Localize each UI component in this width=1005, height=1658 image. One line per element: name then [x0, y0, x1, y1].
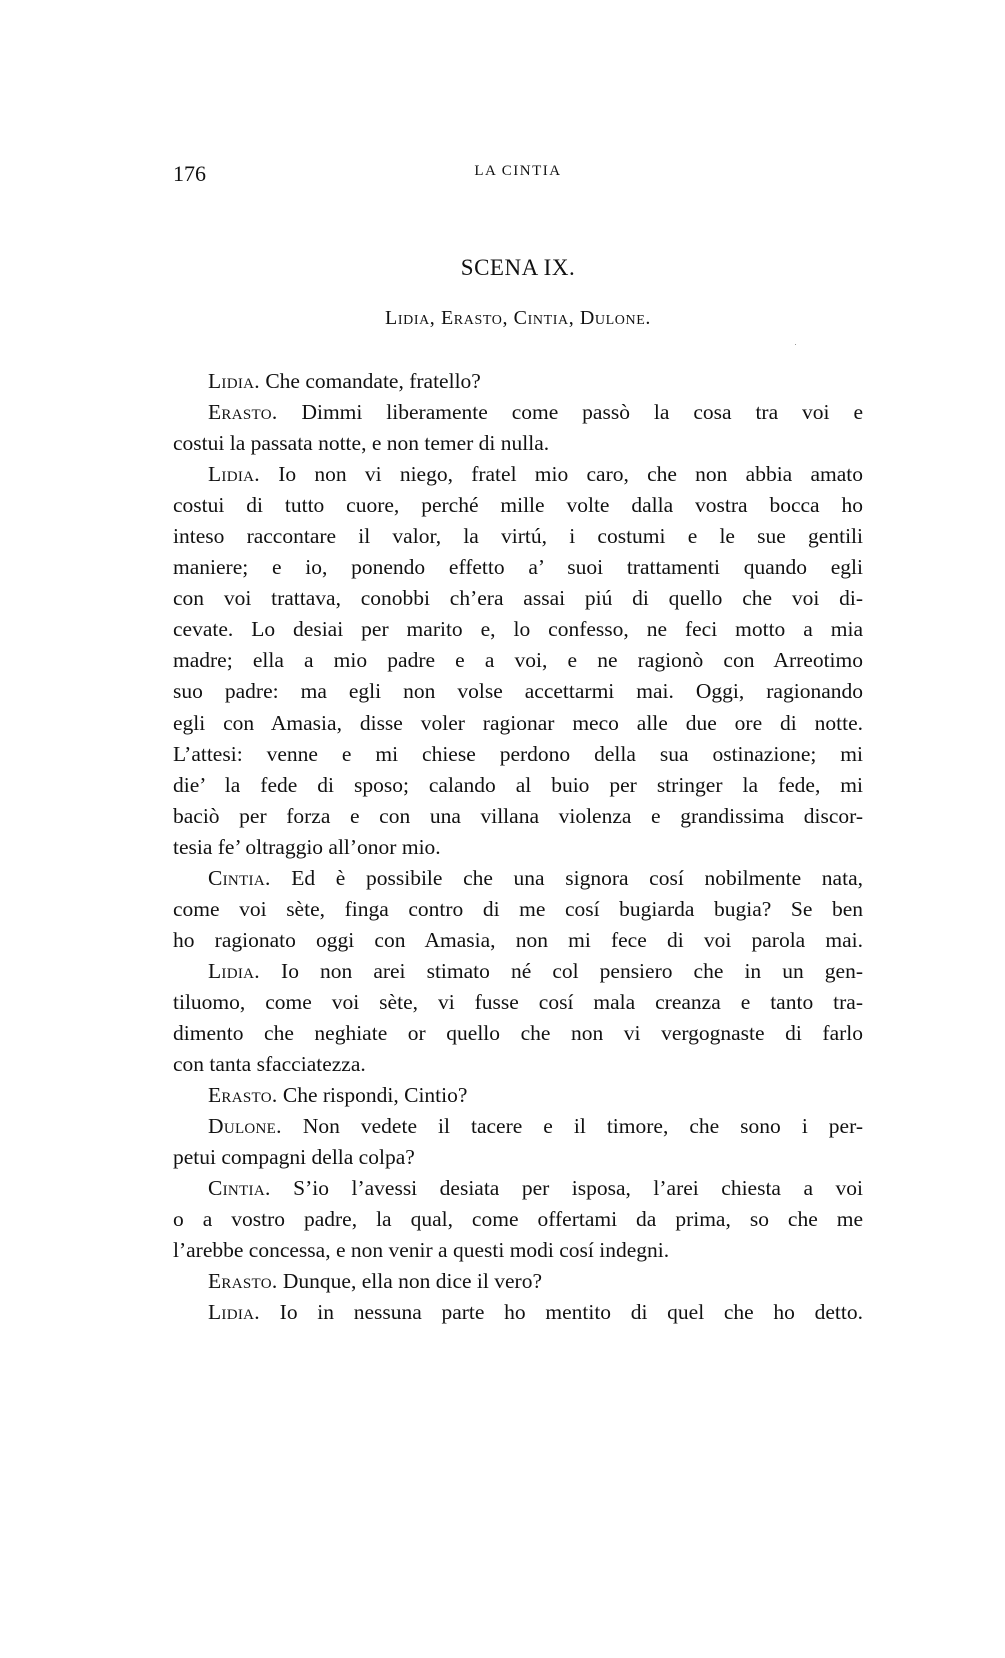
speaker-name: Erasto.	[208, 400, 278, 425]
speaker-name: Erasto.	[208, 1269, 278, 1294]
text-line	[173, 770, 863, 801]
text-line	[173, 490, 863, 521]
scene-characters: Lidia, Erasto, Cintia, Dulone.	[385, 307, 651, 329]
speech-line	[173, 956, 863, 987]
speech-line	[173, 1111, 863, 1142]
line-text: S’io l’avessi desiata per isposa, l’arei chiesta a voi	[270, 1176, 863, 1201]
speaker-name: Lidia.	[208, 958, 260, 983]
line-text: o a vostro padre, la qual, come offertami da prima, so che me	[173, 1207, 863, 1232]
speech-line	[173, 863, 863, 894]
line-text: tesia fe’ oltraggio all’onor mio.	[173, 834, 441, 859]
speaker-name: Lidia.	[208, 369, 260, 393]
line-text: Io non arei stimato né col pensiero che in un gen-	[259, 958, 863, 983]
text-line	[173, 1142, 863, 1173]
text-line	[173, 894, 863, 925]
line-text: L’attesi: venne e mi chiese perdono della sua ostinazione; mi	[173, 741, 863, 766]
dialogue-body	[173, 366, 863, 1328]
line-text: con tanta sfacciatezza.	[173, 1052, 366, 1077]
speech-line	[173, 1173, 863, 1204]
text-line	[173, 1235, 863, 1266]
line-text: Che rispondi, Cintio?	[277, 1083, 468, 1108]
line-text: petui compagni della colpa?	[173, 1145, 415, 1170]
line-text: Dunque, ella non dice il vero?	[277, 1269, 542, 1294]
line-text: Dimmi liberamente come passò la cosa tra voi e	[277, 400, 863, 425]
text-line	[173, 1049, 863, 1080]
line-text: maniere; e io, ponendo effetto a’ suoi trattamenti quando egli	[173, 555, 863, 580]
line-text: ho ragionato oggi con Amasia, non mi fece di voi parola mai.	[173, 927, 863, 952]
text-line	[173, 1018, 863, 1049]
running-title: LA CINTIA	[474, 163, 562, 179]
line-text: costui la passata notte, e non temer di nulla.	[173, 431, 550, 456]
text-line	[173, 552, 863, 583]
speck	[795, 344, 796, 345]
text-line	[173, 583, 863, 614]
speech-line	[173, 1297, 863, 1328]
line-text: Ed è possibile che una signora cosí nobilmente nata,	[270, 865, 863, 890]
line-text: madre; ella a mio padre e a voi, e ne ragionò con Arreotimo	[173, 648, 863, 673]
line-text: cevate. Lo desiai per marito e, lo confesso, ne feci motto a mia	[173, 617, 863, 642]
speech-line	[173, 459, 863, 490]
line-text: suo padre: ma egli non volse accettarmi mai. Oggi, ragionando	[173, 679, 863, 704]
text-line	[173, 645, 863, 676]
text-line	[173, 801, 863, 832]
page-number: 176	[173, 161, 206, 186]
text-line	[173, 1204, 863, 1235]
line-text: baciò per forza e con una villana violenza e grandissima discor-	[173, 803, 863, 828]
text-line	[173, 521, 863, 552]
line-text: con voi trattava, conobbi ch’era assai piú di quello che voi di-	[173, 586, 863, 611]
scene-title: SCENA IX.	[460, 255, 576, 280]
text-line	[173, 739, 863, 770]
line-text: inteso raccontare il valor, la virtú, i costumi e le sue gentili	[173, 524, 863, 549]
text-line	[173, 708, 863, 739]
text-line	[173, 428, 863, 459]
speaker-name: Lidia.	[208, 1300, 260, 1325]
text-line	[173, 832, 863, 863]
line-text: tiluomo, come voi sète, vi fusse cosí mala creanza e tanto tra-	[173, 989, 863, 1014]
text-line	[173, 614, 863, 645]
speech-line	[173, 366, 863, 397]
speaker-name: Erasto.	[208, 1083, 278, 1108]
speaker-name: Cintia.	[208, 865, 271, 890]
line-text: die’ la fede di sposo; calando al buio per stringer la fede, mi	[173, 772, 863, 797]
speaker-name: Lidia.	[208, 462, 260, 487]
line-text: Non vedete il tacere e il timore, che sono i per-	[281, 1114, 863, 1139]
text-line	[173, 676, 863, 707]
line-text: dimento che neghiate or quello che non vi vergognaste di farlo	[173, 1020, 863, 1045]
line-text: costui di tutto cuore, perché mille volte dalla vostra bocca ho	[173, 493, 863, 518]
speech-line	[173, 1266, 863, 1297]
line-text: Che comandate, fratello?	[259, 369, 481, 393]
text-line	[173, 987, 863, 1018]
line-text: Io in nessuna parte ho mentito di quel che ho detto.	[259, 1300, 863, 1325]
line-text: Io non vi niego, fratel mio caro, che non abbia amato	[259, 462, 863, 487]
speech-line	[173, 1080, 863, 1111]
speaker-name: Dulone.	[208, 1114, 282, 1139]
speaker-name: Cintia.	[208, 1176, 271, 1201]
line-text: l’arebbe concessa, e non venir a questi modi cosí indegni.	[173, 1238, 670, 1263]
text-line	[173, 925, 863, 956]
line-text: egli con Amasia, disse voler ragionar meco alle due ore di notte.	[173, 710, 863, 735]
speech-line	[173, 397, 863, 428]
line-text: come voi sète, finga contro di me cosí bugiarda bugia? Se ben	[173, 896, 863, 921]
running-head	[173, 161, 863, 185]
